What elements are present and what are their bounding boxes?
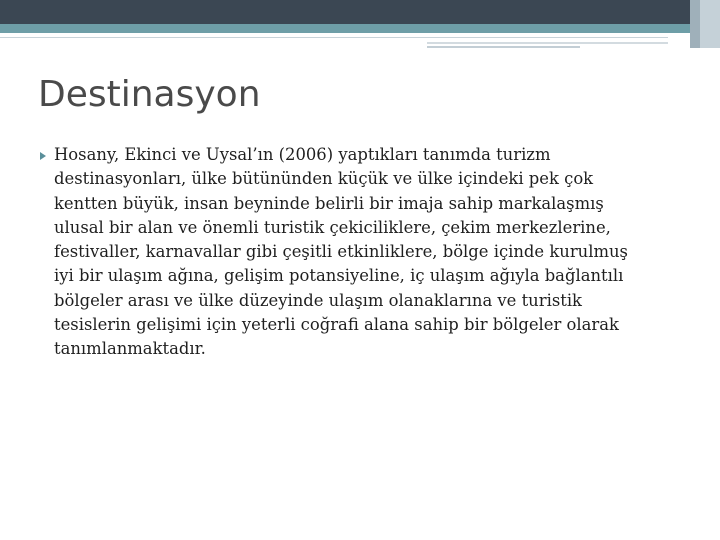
header-band-teal bbox=[0, 24, 690, 33]
header-divider bbox=[0, 37, 668, 38]
triangle-bullet-icon bbox=[40, 152, 46, 160]
header-accent-line bbox=[427, 42, 668, 44]
slide-body bbox=[40, 143, 680, 362]
header-corner-block bbox=[690, 0, 700, 48]
body-paragraph: Hosany, Ekinci ve Uysal’ın (2006) yaptıkları tanımda turizm destinasyonları, ülke bütününden küçük ve ülke içindeki pek çok kentten büyük, insan beyninde belirli bir imaja sahip markalaşmış ulusal bir alan ve önemli turistik çekiciliklere, çekim merkezlerine, festivaller, karnavallar gibi çeşitli etkinliklere, bölge içinde kurulmuş iyi bir ulaşım ağına, gelişim potansiyeline, iç ulaşım ağıyla bağlantılı bölgeler arası ve ülke düzeyinde ulaşım olanaklarına ve turistik tesislerin gelişimi için yeterli coğrafi alana sahip bir bölgeler olarak tanımlanmaktadır. bbox=[54, 145, 628, 359]
header-band-dark bbox=[0, 0, 690, 24]
slide-title: Destinasyon bbox=[38, 74, 261, 115]
header-corner-block-light bbox=[700, 0, 720, 48]
header-accent-line-short bbox=[427, 46, 580, 48]
